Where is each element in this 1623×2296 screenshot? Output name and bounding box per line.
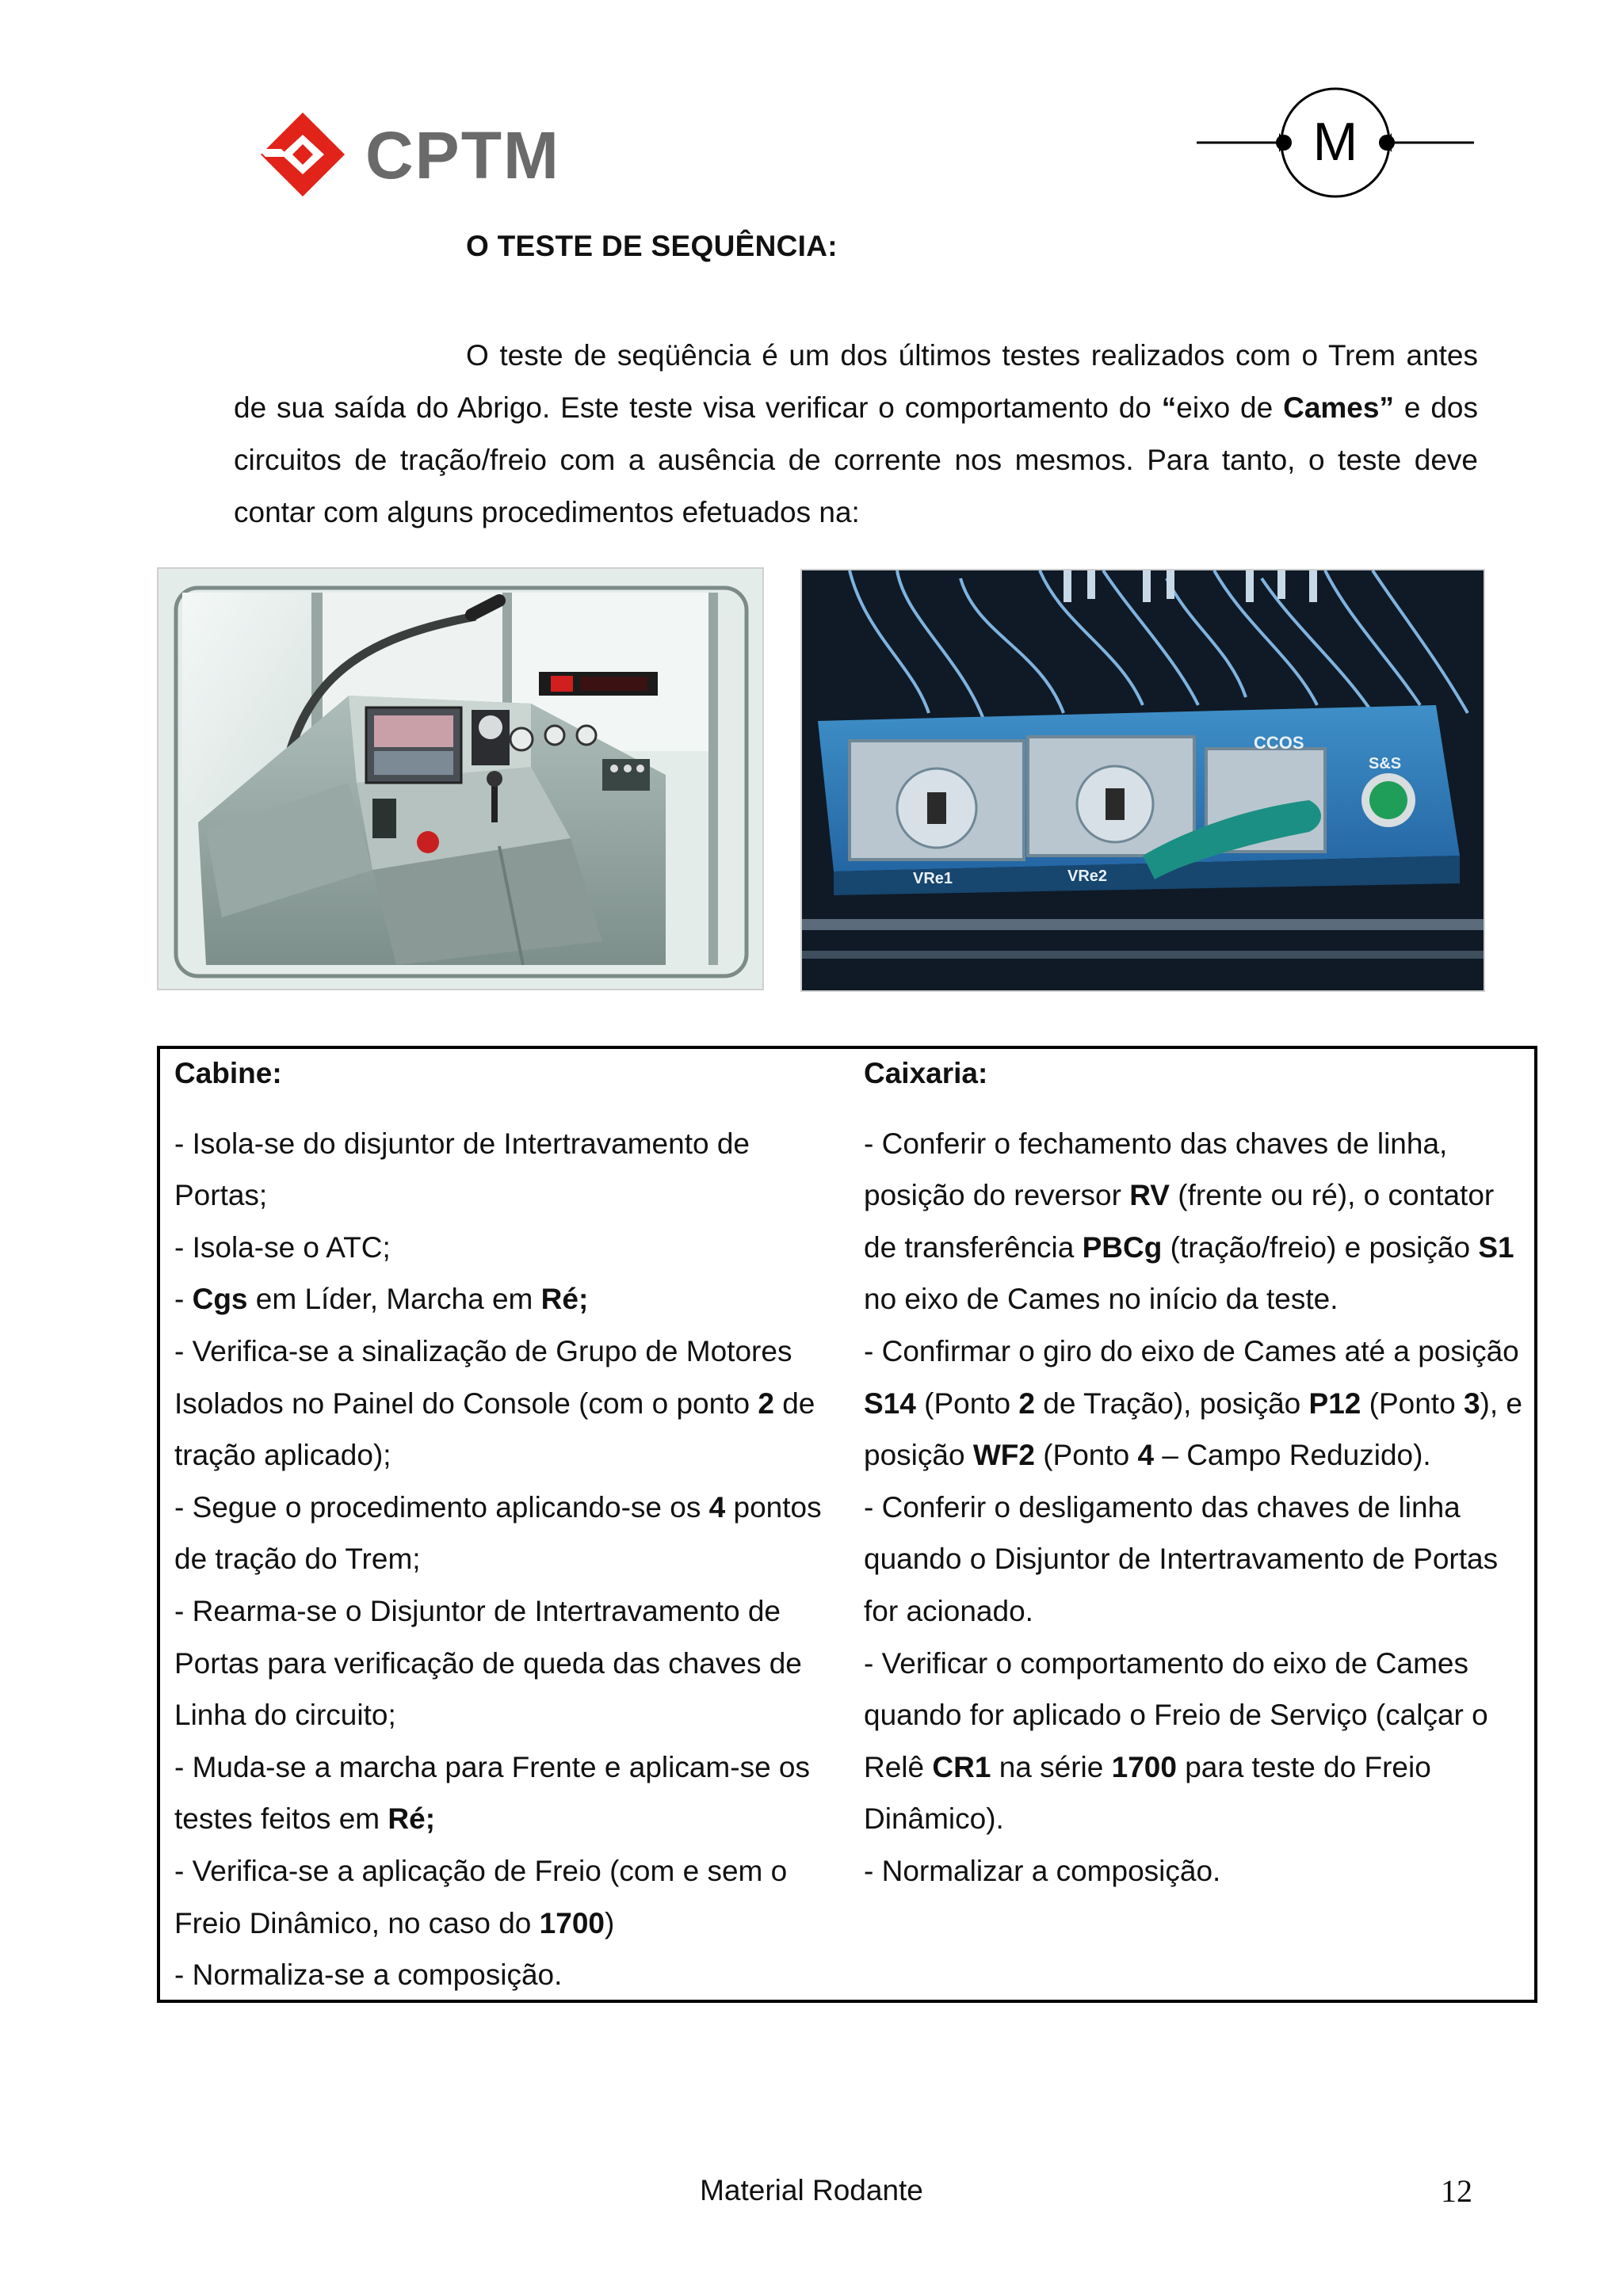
text-run: - Segue o procedimento aplicando-se os [174,1490,709,1524]
logo-wordmark: CPTM [365,118,560,193]
cabine-items [174,1118,848,2001]
label-vre1: VRe1 [913,870,953,887]
procedure-step [864,1845,1529,1897]
bold-text-run: 4 [1137,1439,1155,1472]
bold-text-run: 2 [1018,1386,1035,1420]
motor-symbol-icon [1197,79,1474,206]
procedure-step [174,1325,848,1482]
text-run: de Tração), posição [1035,1386,1309,1420]
procedure-step [174,1482,848,1585]
bold-text-run: P12 [1308,1386,1361,1420]
procedure-step [174,1222,848,1274]
caixaria-header: Caixaria: [864,1057,988,1089]
motor-letter: M [1312,112,1358,172]
text-run: - Rearma-se o Disjuntor de Intertravamento de Portas para verificação de queda das chaves de Linha do circuito; [174,1594,802,1732]
bold-text-run: 3 [1463,1386,1480,1420]
procedure-step [174,1118,848,1222]
text-run: e dos circuitos de tração/freio com a ausência de corrente nos mesmos. Para tanto, o teste deve contar com alguns procedimentos efetuados na: [234,391,1478,528]
bold-text-run: S1 [1478,1230,1514,1264]
text-run: - Conferir o fechamento das chaves de linha, posição do reversor [864,1127,1448,1212]
text-run: (frente ou ré), o contator de transferência [864,1179,1495,1264]
bold-text-run: Cames” [1283,391,1394,424]
text-run: – Campo Reduzido). [1154,1439,1431,1472]
text-run: no eixo de Cames no início da teste. [864,1283,1338,1316]
bold-text-run: 2 [758,1386,774,1420]
text-run: - Normalizar a composição. [864,1854,1221,1887]
bold-text-run: Ré; [540,1283,589,1316]
text-run: (Ponto [915,1386,1019,1420]
text-run: - Isola-se do disjuntor de Intertravamento de Portas; [174,1127,750,1212]
text-run: - Normaliza-se a composição. [174,1958,563,1992]
procedure-step [174,1845,848,1949]
bold-text-run: PBCg [1082,1230,1163,1264]
cptm-diamond-icon [258,111,349,198]
label-ss: S&S [1369,755,1402,772]
text-run: (Ponto [1034,1439,1138,1472]
text-run: O teste de seqüência é um dos últimos testes realizados com o Trem antes de sua saída do Abrigo. Este teste visa verificar o comportamento do [234,339,1478,424]
bold-text-run: S14 [864,1386,916,1420]
text-run: - Confirmar o giro do eixo de Cames até a posição [864,1334,1519,1367]
procedure-step [174,1273,848,1325]
text-run: (Ponto [1361,1386,1464,1420]
bold-text-run: 1700 [1111,1750,1177,1783]
cabine-column [174,1047,848,2001]
procedure-step [864,1118,1529,1325]
procedure-step [174,1949,848,2001]
bold-text-run: Cgs [192,1283,248,1316]
text-run: - Verificar o comportamento do eixo de Cames quando for aplicado o Freio de Serviço (calçar o Relê [864,1646,1488,1783]
caixaria-column [864,1047,1529,1897]
bold-text-run: “ [1161,391,1177,424]
text-run: em Líder, Marcha em [247,1283,541,1316]
text-run: - [174,1283,193,1316]
text-run: - Conferir o desligamento das chaves de linha quando o Disjuntor de Intertravamento de Portas for acionado. [864,1490,1499,1627]
text-run: ), e posição [864,1386,1522,1472]
procedure-step [864,1325,1529,1482]
text-run: - Isola-se o ATC; [174,1230,391,1264]
text-run: eixo de [1176,391,1284,424]
page-number: 12 [1441,2173,1472,2209]
text-run: para teste do Freio Dinâmico). [864,1750,1431,1836]
intro-paragraph [234,330,1478,539]
procedure-step [174,1741,848,1845]
text-run: pontos de tração do Trem; [174,1490,822,1576]
label-vre2: VRe2 [1067,868,1108,885]
label-ccos: CCOS [1254,733,1304,753]
section-title: O TESTE DE SEQUÊNCIA: [466,230,838,262]
text-run: na série [991,1750,1112,1783]
cab-console-photo [157,567,764,990]
bold-text-run: WF2 [972,1439,1035,1472]
procedure-step [864,1638,1529,1845]
caixaria-items [864,1118,1529,1897]
text-run: - Verifica-se a sinalização de Grupo de Motores Isolados no Painel do Console (com o ponto [174,1334,792,1420]
procedure-step [174,1585,848,1741]
cabine-header: Cabine: [174,1057,282,1089]
text-run: (tração/freio) e posição [1162,1230,1479,1264]
bold-text-run: Ré; [388,1802,436,1836]
bold-text-run: 1700 [539,1906,605,1939]
footer-label: Material Rodante [700,2174,923,2206]
bold-text-run: RV [1129,1179,1170,1212]
procedure-step [864,1482,1529,1638]
bold-text-run: 4 [708,1490,726,1524]
cptm-logo [258,111,559,198]
text-run: - Verifica-se a aplicação de Freio (com e sem o Freio Dinâmico, no caso do [174,1854,788,1939]
text-run: ) [604,1906,615,1939]
text-run: de tração aplicado); [174,1386,815,1472]
camshaft-panel-photo [800,569,1485,992]
bold-text-run: CR1 [932,1750,991,1783]
text-run: - Muda-se a marcha para Frente e aplicam-se os testes feitos em [174,1750,811,1836]
